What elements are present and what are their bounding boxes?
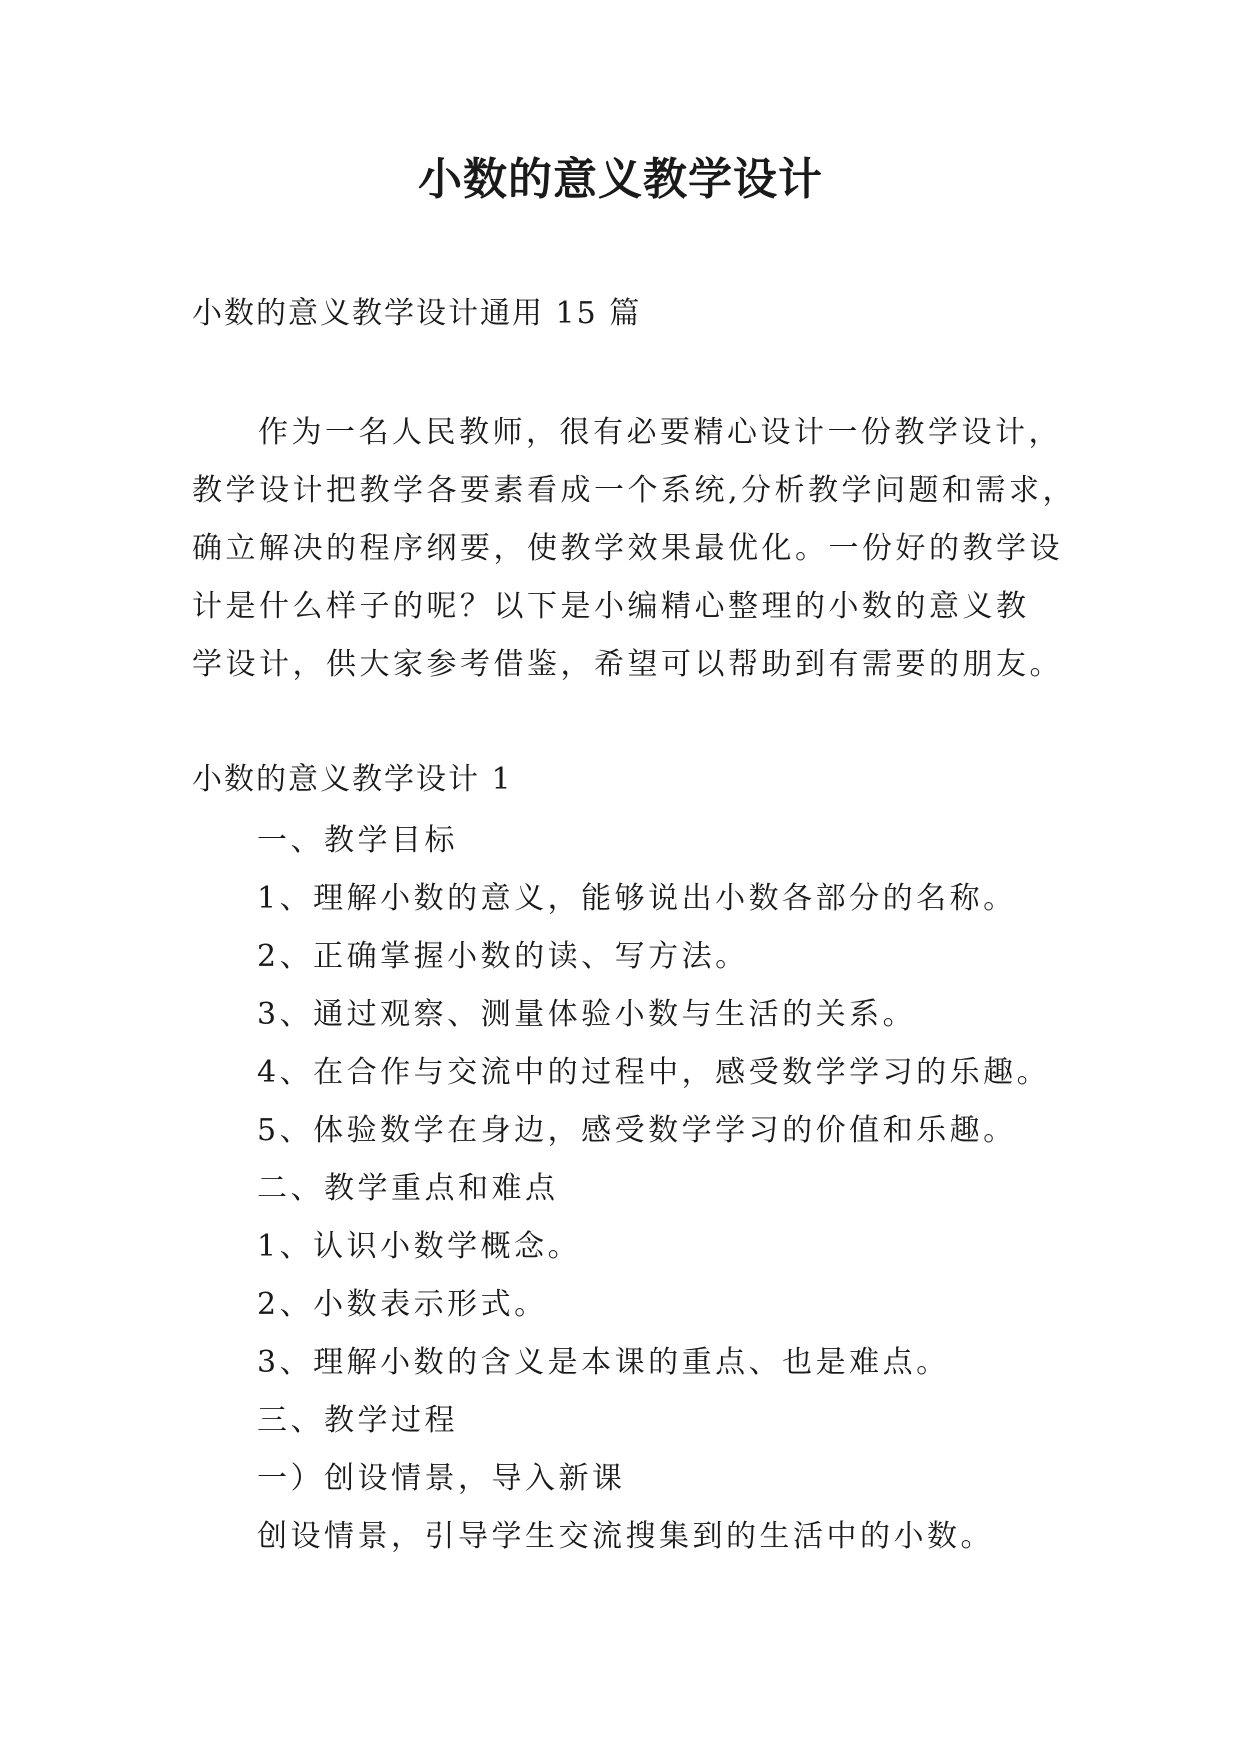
list-item: 2、正确掌握小数的读、写方法。 <box>257 939 749 974</box>
list-item: 4、在合作与交流中的过程中，感受数学学习的乐趣。 <box>257 1055 1051 1090</box>
intro-line: 计是什么样子的呢？以下是小编精心整理的小数的意义教 <box>192 589 1030 624</box>
document-subtitle: 小数的意义教学设计通用 15 篇 <box>192 296 642 331</box>
list-item: 3、通过观察、测量体验小数与生活的关系。 <box>257 997 917 1032</box>
heading-key-points: 二、教学重点和难点 <box>257 1171 559 1206</box>
subheading-intro: 一）创设情景，导入新课 <box>257 1461 626 1496</box>
section-heading: 小数的意义教学设计 1 <box>192 762 513 797</box>
heading-teaching-goals: 一、教学目标 <box>257 823 458 858</box>
list-item: 3、理解小数的含义是本课的重点、也是难点。 <box>257 1345 950 1380</box>
content-list <box>257 812 1117 1566</box>
heading-teaching-process: 三、教学过程 <box>257 1403 458 1438</box>
intro-line: 学设计，供大家参考借鉴，希望可以帮助到有需要的朋友。 <box>192 647 1063 682</box>
list-item: 1、认识小数学概念。 <box>257 1229 582 1264</box>
intro-paragraph <box>192 404 1077 694</box>
list-item: 5、体验数学在身边，感受数学学习的价值和乐趣。 <box>257 1113 1017 1148</box>
document-title: 小数的意义教学设计 <box>418 154 823 205</box>
list-item: 1、理解小数的意义，能够说出小数各部分的名称。 <box>257 881 1017 916</box>
list-item: 2、小数表示形式。 <box>257 1287 548 1322</box>
list-item: 创设情景，引导学生交流搜集到的生活中的小数。 <box>257 1519 994 1554</box>
intro-line: 作为一名人民教师，很有必要精心设计一份教学设计， <box>258 415 1062 450</box>
intro-line: 教学设计把教学各要素看成一个系统,分析教学问题和需求， <box>192 473 1077 508</box>
intro-line: 确立解决的程序纲要，使教学效果最优化。一份好的教学设 <box>192 531 1063 566</box>
